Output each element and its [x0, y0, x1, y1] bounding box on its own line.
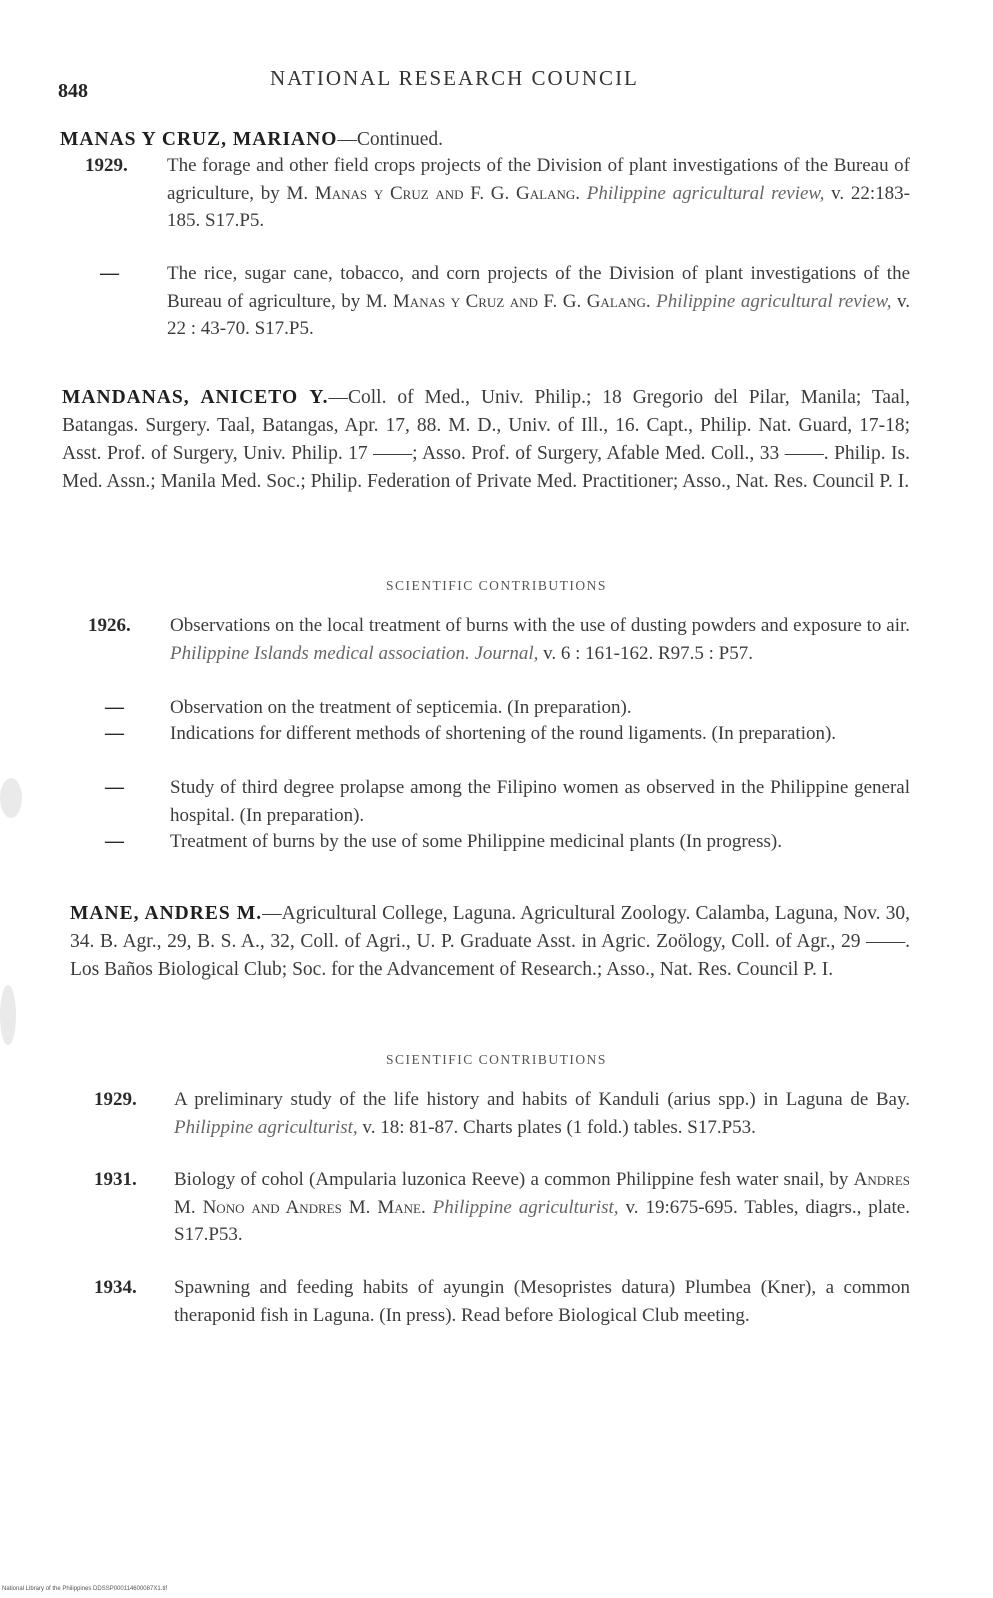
contribution-title: Study of third degree prolapse among the Filipino women as observed in the Philippine general hospital. (In preparation). [170, 777, 910, 826]
contribution-authors: Manas y Cruz and F. G. Galang. [392, 290, 651, 312]
contribution-title: Biology of cohol (Ampularia luzonica Reeve) a common Philippine fesh water snail, by [174, 1169, 854, 1190]
journal-title: Philippine agriculturist, [174, 1116, 358, 1138]
contribution-title: Spawning and feeding habits of ayungin (Mesopristes datura) Plumbea (Kner), a common theraponid fish in Laguna. (In press). Read before Biological Club meeting. [174, 1277, 910, 1326]
contribution-item [105, 774, 910, 830]
entry-heading [70, 900, 910, 984]
contribution-year: 1934. [94, 1277, 137, 1298]
page-header [58, 62, 708, 102]
contribution-text [170, 694, 910, 722]
contribution-ref: v. 22:183-185. S17.P5. [167, 182, 911, 231]
contribution-item [94, 1086, 910, 1171]
contribution-title: The rice, sugar cane, tobacco, and corn projects of the Division of plant investigations of the Bureau of agriculture, by M. [167, 263, 910, 312]
contribution-title: Treatment of burns by the use of some Philippine medicinal plants (In progress). [170, 831, 782, 852]
contribution-authors: Manas y Cruz and F. G. Galang. [314, 182, 580, 204]
contribution-item [100, 260, 910, 370]
page-number: 848 [58, 80, 88, 102]
author-bio: —Coll. of Med., Univ. Philip.; 18 Gregorio del Pilar, Manila; Taal, Batangas. Surgery. Taal, Batangas, Apr. 17, 88. M. D., Univ. of Ill., 16. Capt., Philip. Nat. Guard, 17-18; Asst. Prof. of Surgery, Univ. Philip. 17 ——; Asso. Prof. of Surgery, Afable Med. Coll., 33 ——. Philip. Is. Med. Assn.; Manila Med. Soc.; Philip. Federation of Private Med. Practitioner; Asso., Nat. Res. Council P. I. [62, 387, 910, 492]
contribution-text [170, 720, 910, 748]
journal-title: Philippine agriculturist, [425, 1196, 619, 1218]
contribution-text [170, 612, 910, 667]
contribution-text [174, 1086, 910, 1141]
contribution-dash: — [105, 777, 124, 798]
contribution-item [105, 694, 910, 722]
contribution-text [167, 152, 910, 235]
author-name: MANE, ANDRES M. [70, 903, 263, 924]
contribution-ref: v. 19:675-695. Tables, diagrs., plate. S17.P53. [174, 1196, 910, 1245]
contribution-text [174, 1166, 910, 1249]
running-head: NATIONAL RESEARCH COUNCIL [270, 66, 639, 90]
contribution-ref: v. 18: 81-87. Charts plates (1 fold.) tables. S17.P53. [357, 1116, 756, 1138]
contribution-text [170, 828, 910, 856]
contribution-ref: v. 22 : 43-70. S17.P5. [167, 290, 910, 339]
contribution-title: A preliminary study of the life history and habits of Kanduli (arius spp.) in Laguna de Bay. [174, 1089, 910, 1110]
contribution-dash: — [105, 697, 124, 718]
author-bio: —Agricultural College, Laguna. Agricultural Zoology. Calamba, Laguna, Nov. 30, 34. B. Agr., 29, B. S. A., 32, Coll. of Agri., U. P. Graduate Asst. in Agric. Zoölogy, Coll. of Agr., 29 ——. Los Baños Biological Club; Soc. for the Advancement of Research.; Asso., Nat. Res. Council P. I. [70, 903, 910, 980]
contribution-title: Indications for different methods of shortening of the round ligaments. (In preparation). [170, 723, 837, 744]
entry-heading [60, 126, 910, 154]
contribution-title: The forage and other field crops projects of the Division of plant investigations of the Bureau of agriculture, by M. [167, 155, 910, 204]
contribution-authors: Andres M. Nono and Andres M. Mane. [174, 1169, 910, 1218]
contribution-item [105, 828, 910, 884]
contribution-item [88, 612, 910, 697]
contribution-item [105, 720, 910, 776]
contribution-year: 1929. [85, 155, 128, 176]
contribution-year: 1926. [88, 615, 131, 636]
journal-title: Philippine Islands medical association. Journal, [170, 642, 539, 664]
entry-heading [62, 384, 910, 496]
journal-title: Philippine agricultural review, [579, 182, 825, 204]
scan-footer: National Library of the Philippines DDSSP000114600087X1.tif [2, 1586, 167, 1592]
contribution-dash: — [100, 263, 119, 284]
contribution-item [94, 1274, 910, 1359]
section-title: SCIENTIFIC CONTRIBUTIONS [386, 578, 607, 593]
contribution-text [170, 774, 910, 829]
author-bio: —Continued. [337, 129, 444, 150]
contribution-text [167, 260, 910, 343]
author-name: MANAS Y CRUZ, MARIANO [60, 129, 338, 150]
section-title: SCIENTIFIC CONTRIBUTIONS [386, 1052, 607, 1067]
contribution-text [174, 1274, 910, 1329]
contribution-dash: — [105, 723, 124, 744]
contribution-ref: v. 6 : 161-162. R97.5 : P57. [538, 642, 753, 664]
contribution-title: Observations on the local treatment of burns with the use of dusting powders and exposure to air. [170, 615, 910, 636]
scan-smudge [0, 778, 22, 818]
contribution-dash: — [105, 831, 124, 852]
author-name: MANDANAS, ANICETO Y. [62, 387, 329, 408]
contribution-year: 1929. [94, 1089, 137, 1110]
contribution-item [94, 1166, 910, 1276]
contribution-title: Observation on the treatment of septicemia. (In preparation). [170, 697, 632, 718]
contribution-year: 1931. [94, 1169, 137, 1190]
contribution-item [85, 152, 910, 262]
journal-title: Philippine agricultural review, [650, 290, 892, 312]
scan-smudge [0, 985, 16, 1045]
